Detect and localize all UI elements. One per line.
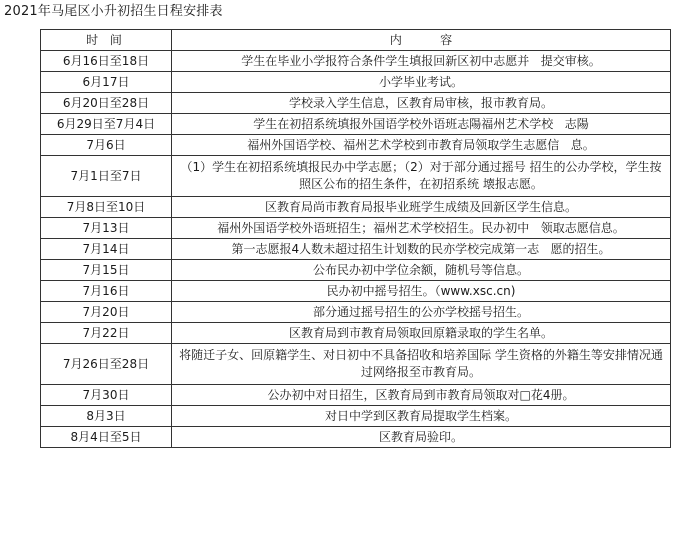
cell-time: 7月30日: [41, 385, 172, 406]
table-row: [41, 385, 671, 406]
table-row: [41, 114, 671, 135]
cell-time: 7月15日: [41, 260, 172, 281]
cell-time: 6月17日: [41, 72, 172, 93]
table-row: [41, 51, 671, 72]
table-row: [41, 93, 671, 114]
cell-time: 7月6日: [41, 135, 172, 156]
cell-content: （1）学生在初招系统填报民办中学志愿；（2）对于部分通过摇号 招生的公办学校，学生按照区公布的招生条件，在初招系统 壊报志愿。: [172, 156, 671, 197]
table-row: [41, 239, 671, 260]
cell-content: [172, 239, 671, 260]
cell-time: 7月14日: [41, 239, 172, 260]
schedule-table: [40, 29, 671, 448]
cell-content: [172, 93, 671, 114]
cell-content-text: 第一志愿报4人数未超过招生计划数的民亦学校完成第一志 愿的招生。: [231, 241, 611, 256]
cell-time: 7月20日: [41, 302, 172, 323]
cell-content: [172, 406, 671, 427]
cell-content: [172, 260, 671, 281]
cell-content-text: 对日中学到区教育局提取学生档案。: [324, 408, 517, 423]
cell-content-text: 区教育局到市教育局领取回原籍录取的学生名单。: [288, 325, 553, 340]
table-row: [41, 427, 671, 448]
cell-content-text: 公布民办初中学位余额，随机号等信息。: [312, 262, 529, 277]
table-row: [41, 135, 671, 156]
cell-time: 7月8日至10日: [41, 197, 172, 218]
cell-content-text: 福州外国语学校、福州艺术学校到市教育局领取学生志愿信 息。: [247, 137, 595, 152]
cell-content: [172, 114, 671, 135]
header-content-label: 内 容: [389, 32, 453, 47]
cell-time: 7月1日至7日: [41, 156, 172, 197]
cell-content-text: 学生在初招系统填报外国语学校外语班志陽福州艺术学校 志陽: [253, 116, 589, 131]
table-row: [41, 323, 671, 344]
cell-content: [172, 135, 671, 156]
table-row: [41, 72, 671, 93]
header-time-label: 时 间: [86, 32, 126, 47]
table-row: [41, 156, 671, 197]
header-content: [172, 30, 671, 51]
cell-content-text: 区教育局验印。: [378, 429, 463, 444]
cell-content-text: 学生在毕业小学报符合条件学生填报回新区初中志愿并 提交审核。: [241, 53, 601, 68]
cell-content-text: 学校录入学生信息，区教育局审核，报市教育局。: [288, 95, 553, 110]
cell-content: [172, 51, 671, 72]
cell-time: 7月13日: [41, 218, 172, 239]
cell-content: 将随迁子女、回原籍学生、对日初中不具备招收和培养国际 学生资格的外籍生等安排情况通过网络报至市教育局。: [172, 344, 671, 385]
cell-time: 6月29日至7月4日: [41, 114, 172, 135]
header-time: [41, 30, 172, 51]
cell-time: 7月22日: [41, 323, 172, 344]
cell-content: [172, 197, 671, 218]
document-title: 2021年马尾区小升初招生日程安排表: [4, 4, 223, 19]
table-header-row: [41, 30, 671, 51]
cell-content-text: 部分通过摇号招生的公亦学校摇号招生。: [312, 304, 529, 319]
cell-content-text: 福州外国语学校外语班招生；福州艺术学校招生。民办初中 领取志愿信息。: [217, 220, 625, 235]
table-row: [41, 344, 671, 385]
cell-time: 7月16日: [41, 281, 172, 302]
cell-content-text: 公办初中对日招生，区教育局到市教育局领取对□花4册。: [267, 387, 575, 402]
cell-content-text: 小学毕业考试。: [378, 74, 463, 89]
cell-content: [172, 218, 671, 239]
cell-content: [172, 281, 671, 302]
cell-content: [172, 72, 671, 93]
table-row: [41, 406, 671, 427]
cell-content: [172, 427, 671, 448]
table-row: [41, 218, 671, 239]
cell-content: [172, 323, 671, 344]
cell-time: 7月26日至28日: [41, 344, 172, 385]
cell-content: [172, 302, 671, 323]
table-row: [41, 197, 671, 218]
cell-time: 6月20日至28日: [41, 93, 172, 114]
cell-content-text: 民办初中摇号招生。（www.xsc.cn): [326, 283, 516, 298]
cell-time: 8月3日: [41, 406, 172, 427]
table-row: [41, 260, 671, 281]
table-row: [41, 281, 671, 302]
cell-content-text: 区教育局尚市教育局报毕业班学生成绩及回新区学生信息。: [264, 199, 577, 214]
cell-time: 6月16日至18日: [41, 51, 172, 72]
cell-content: [172, 385, 671, 406]
table-row: [41, 302, 671, 323]
cell-time: 8月4日至5日: [41, 427, 172, 448]
